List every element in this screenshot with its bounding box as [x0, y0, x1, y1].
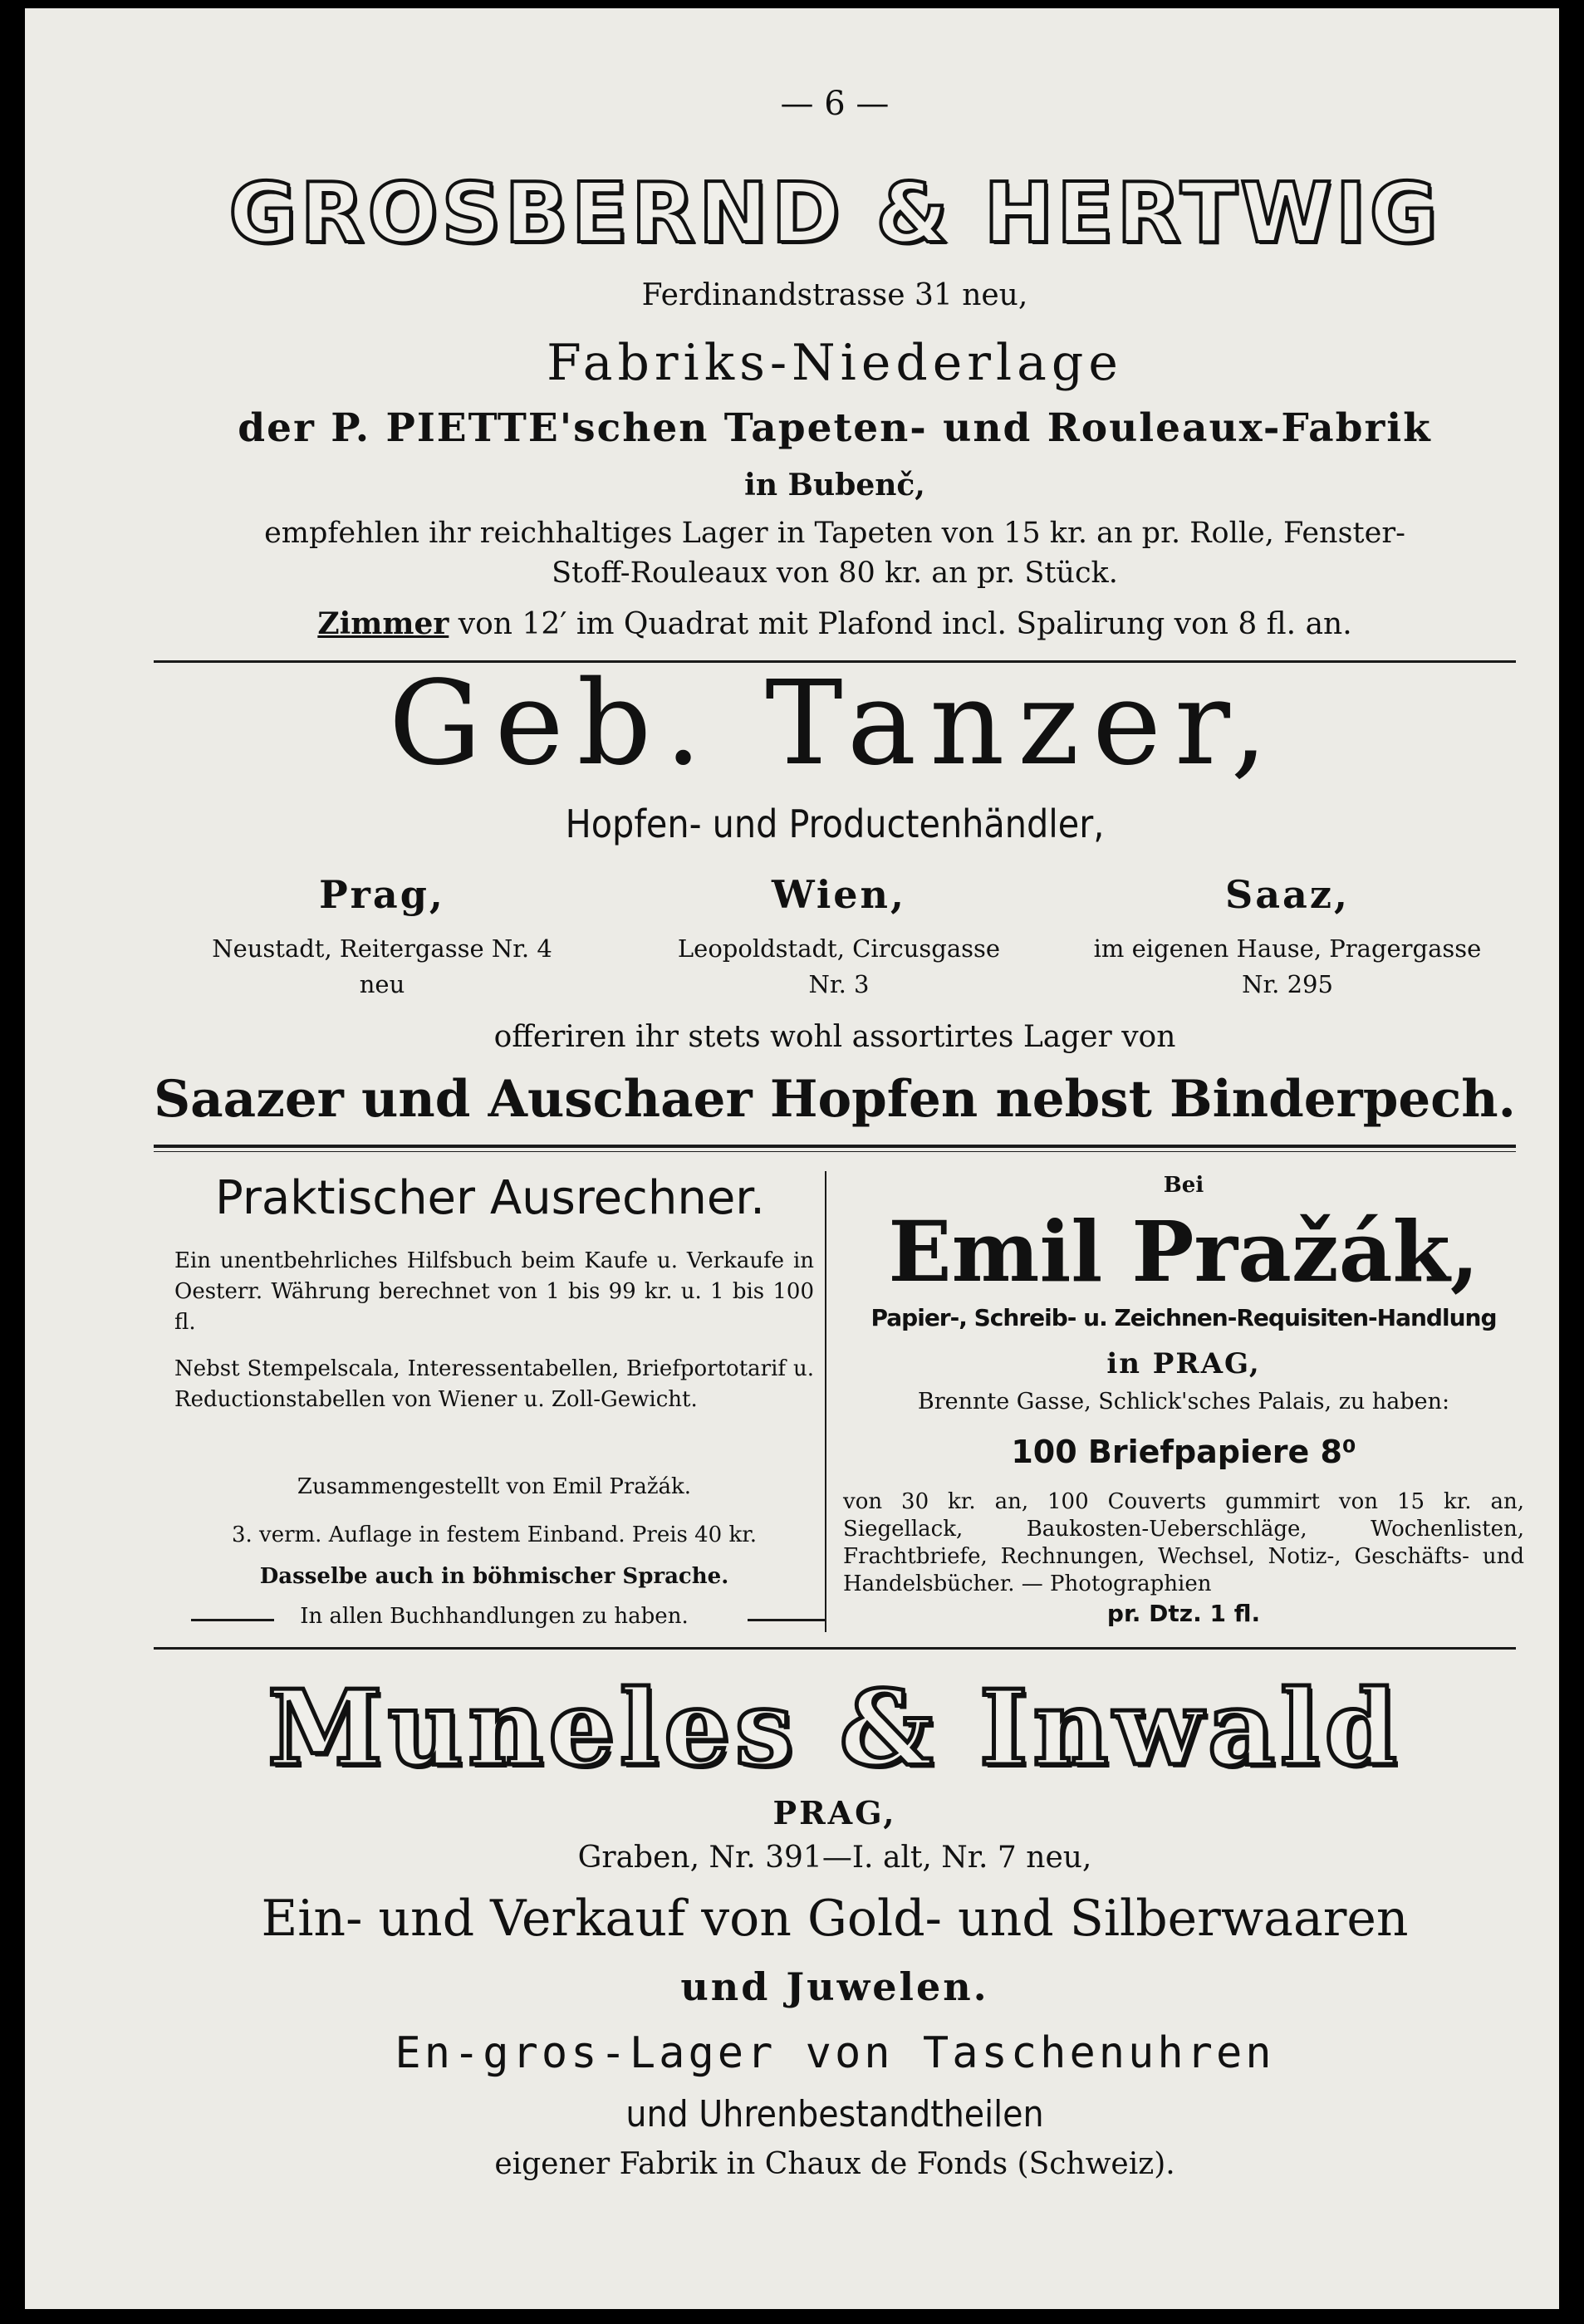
prazak-trade: Papier-, Schreib- u. Zeichnen-Requisiten-Handlung — [870, 1304, 1497, 1331]
grosbernd-title: GROSBERND & HERTWIG — [228, 164, 1441, 262]
prazak-details: von 30 kr. an, 100 Couverts gummirt von 15 kr. an, Siegellack, Baukosten-Ueberschläge, Wochenlisten, Frachtbriefe, Rechnungen, Wechsel, Notiz-, Geschäfts- und Handelsbücher. — Photographien — [843, 1489, 1524, 1596]
muneles-lager: En-gros-Lager von Taschenuhren — [395, 2028, 1275, 2078]
prazak-price: pr. Dtz. 1 fl. — [1106, 1600, 1261, 1627]
prazak-city: in PRAG, — [1106, 1347, 1261, 1380]
prazak-offer: 100 Briefpapiere 8⁰ — [1011, 1434, 1356, 1470]
muneles-city: PRAG, — [772, 1794, 897, 1831]
tanzer-wien-address-2: Nr. 3 — [808, 970, 870, 998]
grosbernd-description-line3 — [150, 606, 1520, 641]
muneles-trade: Ein- und Verkauf von Gold- und Silberwaaren — [261, 1890, 1409, 1948]
grosbernd-location: in Bubenč, — [744, 468, 925, 503]
muneles-factory: eigener Fabrik in Chaux de Fonds (Schweiz). — [494, 2147, 1175, 2181]
tanzer-prag-address-2: neu — [359, 970, 405, 998]
grosbernd-description-line1: empfehlen ihr reichhaltiges Lager in Tapeten von 15 kr. an pr. Rolle, Fenster- — [264, 517, 1405, 550]
rechner-edition: 3. verm. Auflage in festem Einband. Preis 40 kr. — [231, 1522, 758, 1547]
tanzer-prag-address: Neustadt, Reitergasse Nr. 4 — [212, 934, 552, 963]
rechner-title: Praktischer Ausrechner. — [215, 1171, 765, 1225]
grosbernd-zimmer-text: von 12′ im Quadrat mit Plafond incl. Spalirung von 8 fl. an. — [449, 607, 1352, 641]
grosbernd-description-line2: Stoff-Rouleaux von 80 kr. an pr. Stück. — [552, 556, 1118, 590]
tanzer-saaz-address-2: Nr. 295 — [1242, 970, 1333, 998]
muneles-parts: und Uhrenbestandtheilen — [625, 2093, 1044, 2135]
divider-3 — [154, 1647, 1516, 1650]
tanzer-city-prag: Prag, — [319, 872, 445, 917]
rechner-compiled-by: Zusammengestellt von Emil Pražák. — [297, 1474, 692, 1499]
tanzer-city-saaz: Saaz, — [1225, 872, 1350, 917]
tanzer-trade: Hopfen- und Productenhändler, — [565, 802, 1105, 846]
prazak-address: Brennte Gasse, Schlick'sches Palais, zu haben: — [917, 1389, 1450, 1415]
prazak-name: Emil Pražák, — [888, 1203, 1479, 1301]
prazak-bei: Bei — [1163, 1173, 1204, 1198]
rechner-paragraph-1: Ein unentbehrliches Hilfsbuch beim Kaufe u. Verkaufe in Oesterr. Währung berechnet von 1 bis 99 kr. u. 1 bis 100 fl. — [174, 1248, 814, 1335]
muneles-title: Muneles & Inwald — [267, 1668, 1402, 1789]
divider-2 — [154, 1145, 1516, 1148]
tanzer-name: Geb. Tanzer, — [388, 656, 1282, 792]
grosbernd-subtitle: Fabriks-Niederlage — [547, 334, 1123, 392]
column-divider — [825, 1171, 826, 1632]
muneles-jewels: und Juwelen. — [680, 1964, 989, 2009]
divider-2b — [154, 1151, 1516, 1152]
tanzer-city-wien: Wien, — [771, 872, 907, 917]
muneles-address: Graben, Nr. 391—I. alt, Nr. 7 neu, — [577, 1841, 1092, 1875]
grosbernd-address: Ferdinandstrasse 31 neu, — [641, 278, 1028, 312]
tanzer-saaz-address: im eigenen Hause, Pragergasse — [1093, 934, 1482, 963]
rechner-paragraph-2: Nebst Stempelscala, Interessentabellen, Briefportotarif u. Reductionstabellen von Wiener u. Zoll-Gewicht. — [174, 1356, 814, 1412]
rechner-bohemian: Dasselbe auch in böhmischer Sprache. — [259, 1564, 729, 1589]
rechner-rule-right — [748, 1619, 826, 1621]
grosbernd-factory: der P. PIETTE'schen Tapeten- und Rouleaux-Fabrik — [238, 405, 1432, 451]
document-page — [25, 8, 1559, 2309]
rechner-availability: In allen Buchhandlungen zu haben. — [300, 1604, 689, 1629]
grosbernd-zimmer: Zimmer — [317, 606, 449, 641]
tanzer-product: Saazer und Auschaer Hopfen nebst Binderpech. — [154, 1070, 1516, 1129]
tanzer-wien-address: Leopoldstadt, Circusgasse — [677, 934, 1001, 963]
tanzer-offer: offeriren ihr stets wohl assortirtes Lager von — [493, 1020, 1176, 1054]
page-number: — 6 — — [780, 85, 890, 123]
